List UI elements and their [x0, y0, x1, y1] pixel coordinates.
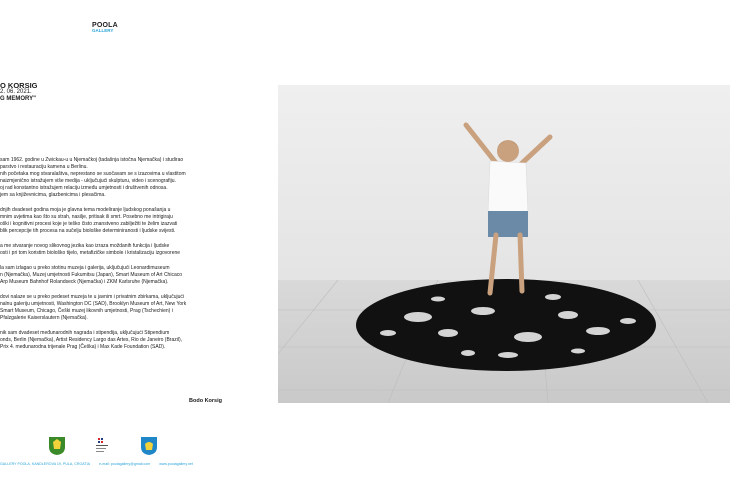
exhibition-title: G MEMORY" — [0, 96, 36, 102]
artist-statement — [0, 157, 240, 359]
paragraph: sam 1962. godine u Zwickau-u u Njemačkoj (tadašnja istočna Njemačka) i studirao parstvo i restauraciju kamena u Berlinu. nih početaka mog stvaralaštva, neprestano se suočavam se s izazovima u vlastitom naizmjenično istražujem više medija - uključujući skulpturu, video i scenografiju. oj rad konstantno istražujem relaciju između umjetnosti i društvenih odnosa. jem sa književnicima, glazbenicima i plesačima. — [0, 157, 186, 198]
culture-ministry-logo-icon — [94, 436, 110, 461]
footer-email[interactable]: e-mail: poolagallery@gmail.com — [99, 462, 151, 466]
footer-web[interactable]: www.poolagallery.net — [159, 462, 193, 466]
exhibition-header — [0, 82, 38, 103]
artist-name: O KORSIG — [0, 81, 38, 90]
paragraph: dnjih dvadeset godina moja je glavna tema modeliranje ljudskog ponašanja u mnim uvjetima kao što su strah, nasilje, pritisak ili smrt. Posebno me intrigiraju oški i kognitivni procesi koje je teško čisto znanstveno zabilježiti te želim izazvati blik percepcije tih procesa na sučelju biološke determiniranosti i ljudske svijesti. — [0, 207, 178, 234]
paragraph: nik sam dvadeset međunarodnih nagrada i stipendija, uključujući Stipendium onds, Berlin (Njemačka), Artist Residency Largo das Artes, Rio de Janeiro (Brazil), Prix 4. međunarodna trijenale Prag (Češka) i Max Kade Foundation (SAD). — [0, 330, 183, 350]
paragraph: a me stvaranje novog slikovnog jezika kao izraza moždanih funkcija i ljudske osti i pri tom koristim biološko tijelo, metafizičke simbole i kristalizaciju izgovorene — [0, 243, 181, 256]
artwork-circle — [356, 279, 656, 371]
artwork-photo — [278, 85, 730, 403]
paragraph: dovi nalaze se u preko pedeset muzeja te u javnim i privatnim zbirkama, uključujući nalnu galeriju umjetnosti, Washington DC (SAD), Brooklyn Museum of Art, New York Smart Museum, Chicago, Češki muzej likovnih umjetnosti, Prag (Tschechien) i Pfalzgalerie Kaiserslautern (Njemačka). — [0, 294, 187, 321]
brand-sub: GALLERY — [92, 28, 114, 33]
signature: Bodo Korsig — [189, 398, 222, 404]
istria-coat-of-arms-icon — [48, 436, 66, 461]
exhibition-date: 2. 06. 2021. — [0, 89, 32, 95]
footer-contacts — [0, 462, 230, 466]
footer-address: GALLERY POOLA, KANDLEROVA 19, PULA, CROATIA — [0, 462, 91, 466]
gallery-logo — [92, 22, 118, 33]
pula-coat-of-arms-icon — [140, 436, 158, 461]
brand-name: POOLA — [92, 22, 118, 29]
paragraph: la sam izlagao u preko stotinu muzeja i galerija, uključujući Leonardimuseum n (Njemačka), Muzej umjetnosti Fukumitsu (Japan), Smart Museum of Art Chicaco Arp Museum Bahnhof Rolandseck (Njemačka) i ZKM Karlsruhe (Njemačka). — [0, 265, 183, 285]
photo-illustration — [278, 85, 730, 403]
